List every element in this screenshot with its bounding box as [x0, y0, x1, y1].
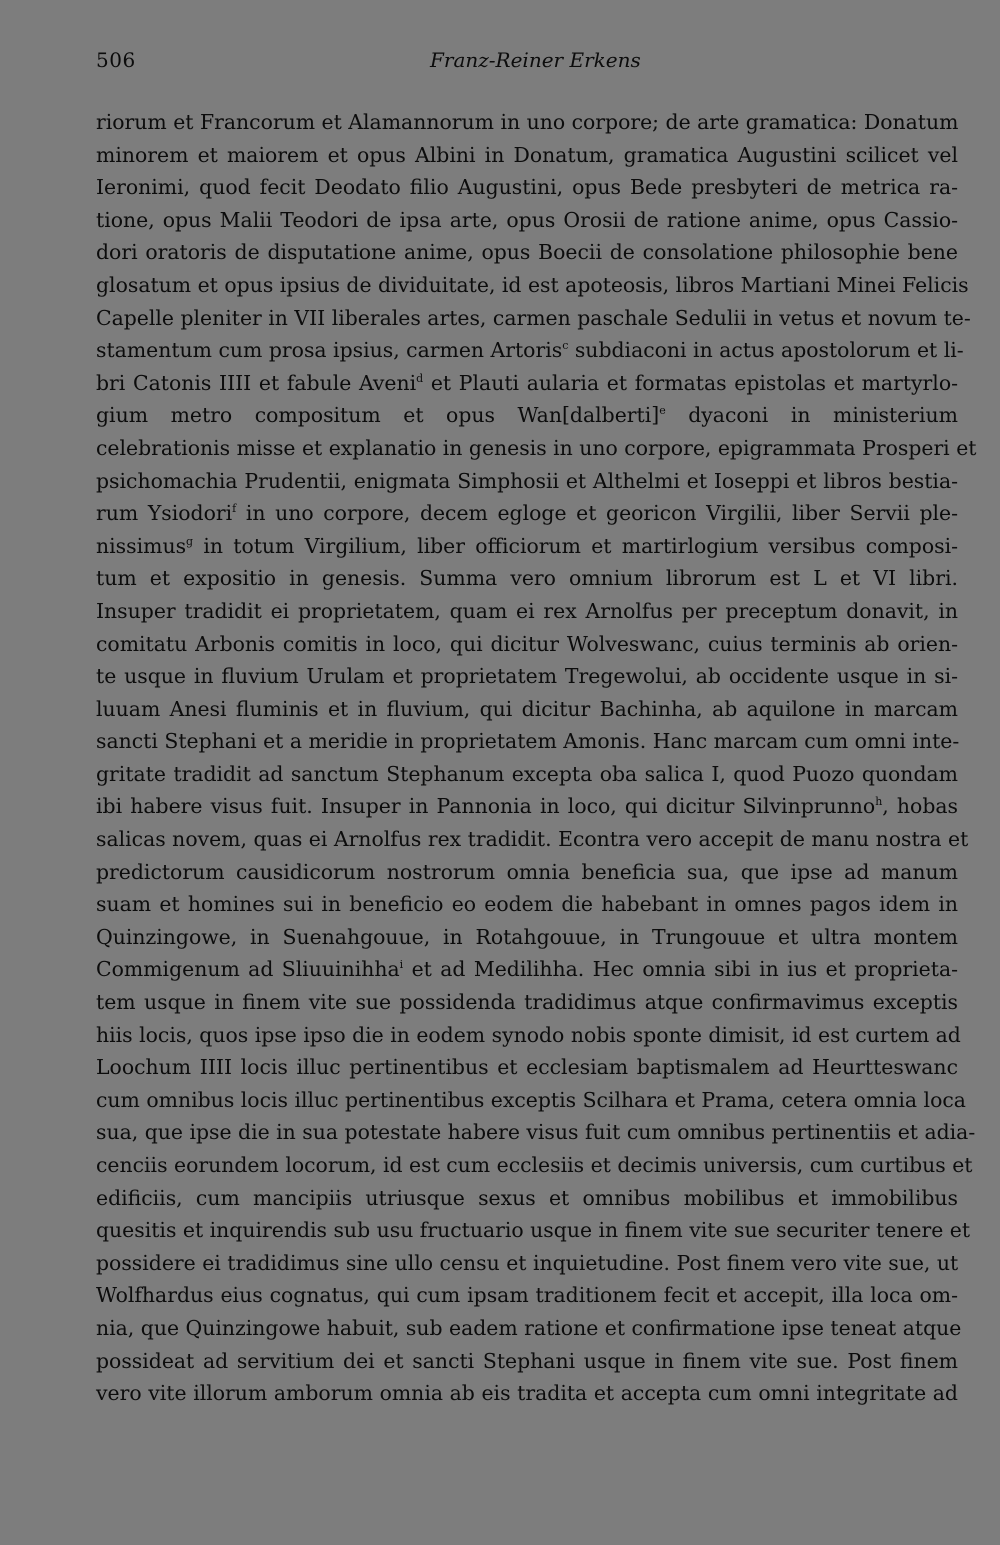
- footnote-marker: f: [232, 502, 237, 516]
- text-line: possideat ad servitium dei et sancti Stephani usque in finem vite sue. Post finem: [96, 1348, 958, 1373]
- text-line: Loochum IIII locis illuc pertinentibus et ecclesiam baptismalem ad Heurtteswanc: [96, 1055, 958, 1080]
- text-line: bri Catonis IIII et fabule Aveni$^d$ et Plauti aularia et formatas epistolas et martyrlo-: [96, 370, 958, 395]
- text-line: psichomachia Prudentii, enigmata Simphosii et Althelmi et Ioseppi et libros bestia-: [96, 468, 958, 493]
- text-line: glosatum et opus ipsius de dividuitate, id est apoteosis, libros Martiani Minei Felicis: [96, 272, 969, 297]
- text-line: vero vite illorum amborum omnia ab eis tradita et accepta cum omni integritate ad: [96, 1381, 958, 1406]
- text-line: stamentum cum prosa ipsius, carmen Artoris$^c$ subdiaconi in actus apostolorum et li-: [96, 338, 964, 363]
- text-line: cum omnibus locis illuc pertinentibus exceptis Scilhara et Prama, cetera omnia loca: [96, 1087, 966, 1112]
- text-line: dori oratoris de disputatione anime, opus Boecii de consolatione philosophie bene: [96, 240, 958, 265]
- text-line: quesitis et inquirendis sub usu fructuario usque in finem vite sue securiter tenere et: [96, 1218, 971, 1243]
- text-line: comitatu Arbonis comitis in loco, qui dicitur Wolveswanc, cuius terminis ab orien-: [96, 631, 958, 656]
- text-line: gium metro compositum et opus Wan[dalberti]$^e$ dyaconi in ministerium: [96, 403, 958, 428]
- text-line: possidere ei tradidimus sine ullo censu et inquietudine. Post finem vero vite sue, ut: [96, 1250, 959, 1275]
- text-line: suam et homines sui in beneficio eo eodem die habebant in omnes pagos idem in: [96, 892, 958, 917]
- text-line: sancti Stephani et a meridie in proprietatem Amonis. Hanc marcam cum omni inte-: [96, 729, 960, 754]
- footnote-marker: c: [562, 339, 569, 353]
- text-line: edificiis, cum mancipiis utriusque sexus et omnibus mobilibus et immobilibus: [96, 1185, 958, 1210]
- footnote-marker: e: [659, 404, 666, 418]
- text-line: riorum et Francorum et Alamannorum in uno corpore; de arte gramatica: Donatum: [96, 110, 959, 134]
- text-line: rum Ysiodori$^f$ in uno corpore, decem egloge et georicon Virgilii, liber Servii ple-: [96, 501, 958, 526]
- text-line: tum et expositio in genesis. Summa vero omnium librorum est L et VI libri.: [96, 566, 958, 591]
- footnote-marker: h: [875, 795, 883, 809]
- text-line: tione, opus Malii Teodori de ipsa arte, opus Orosii de ratione anime, opus Cassio-: [96, 207, 958, 232]
- text-line: gritate tradidit ad sanctum Stephanum excepta oba salica I, quod Puozo quondam: [96, 761, 958, 786]
- text-line: Ieronimi, quod fecit Deodato filio Augustini, opus Bede presbyteri de metrica ra-: [96, 175, 958, 200]
- text-line: cenciis eorundem locorum, id est cum ecclesiis et decimis universis, cum curtibus et: [96, 1153, 973, 1177]
- text-line: te usque in fluvium Urulam et proprietatem Tregewolui, ab occidente usque in si-: [96, 664, 958, 689]
- footnote-marker: i: [399, 958, 404, 972]
- text-line: Wolfhardus eius cognatus, qui cum ipsam traditionem fecit et accepit, illa loca om-: [96, 1283, 958, 1308]
- text-line: Commigenum ad Sliuuinihha$^i$ et ad Medilihha. Hec omnia sibi in ius et proprieta-: [96, 957, 958, 982]
- text-line: salicas novem, quas ei Arnolfus rex tradidit. Econtra vero accepit de manu nostra et: [96, 827, 969, 852]
- text-line: Quinzingowe, in Suenahgouue, in Rotahgouue, in Trungouue et ultra montem: [96, 924, 958, 949]
- text-line: hiis locis, quos ipse ipso die in eodem synodo nobis sponte dimisit, id est curtem ad: [96, 1022, 961, 1047]
- page-header: [96, 48, 956, 82]
- text-line: Capelle pleniter in VII liberales artes, carmen paschale Sedulii in vetus et novum te-: [96, 305, 971, 330]
- text-line: nia, que Quinzingowe habuit, sub eadem ratione et confirmatione ipse teneat atque: [96, 1315, 962, 1340]
- text-line: sua, que ipse die in sua potestate habere visus fuit cum omnibus pertinentiis et adia-: [96, 1120, 976, 1145]
- footnote-marker: g: [186, 534, 194, 548]
- text-body: [96, 106, 977, 1410]
- text-line: luuam Anesi fluminis et in fluvium, qui dicitur Bachinha, ab aquilone in marcam: [96, 696, 958, 721]
- text-line: celebrationis misse et explanatio in genesis in uno corpore, epigrammata Prosperi et: [96, 435, 977, 460]
- running-title: Franz-Reiner Erkens: [430, 48, 641, 72]
- text-line: minorem et maiorem et opus Albini in Donatum, gramatica Augustini scilicet vel: [96, 142, 958, 167]
- text-line: nissimus$^g$ in totum Virgilium, liber officiorum et martirlogium versibus composi-: [96, 533, 958, 558]
- text-line: tem usque in finem vite sue possidenda tradidimus atque confirmavimus exceptis: [96, 990, 958, 1015]
- text-line: Insuper tradidit ei proprietatem, quam ei rex Arnolfus per preceptum donavit, in: [96, 598, 958, 623]
- footnote-marker: d: [416, 371, 424, 385]
- text-line: ibi habere visus fuit. Insuper in Pannonia in loco, qui dicitur Silvinprunno$^h$, hobas: [96, 794, 958, 819]
- page-number: 506: [96, 48, 136, 72]
- text-line: predictorum causidicorum nostrorum omnia beneficia sua, que ipse ad manum: [96, 859, 958, 884]
